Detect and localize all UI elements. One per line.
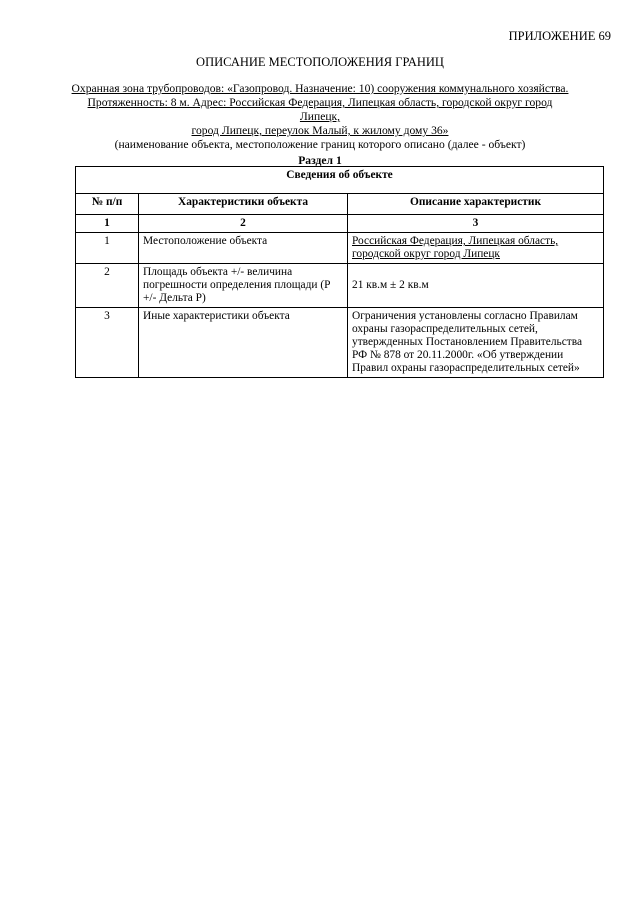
object-note: (наименование объекта, местоположение границ которого описано (далее - объект): [114, 138, 526, 151]
table-header-row: [76, 194, 604, 215]
row-description: Ограничения установлены согласно Правилам охраны газораспределительных сетей, утвержденных Постановлением Правительства РФ № 878 от 20.11.2000г. «Об утверждении Правил охраны газораспределительных сетей»: [348, 308, 604, 378]
column-number-2: 2: [139, 215, 348, 233]
row-characteristic: Иные характеристики объекта: [139, 308, 348, 378]
document-title: ОПИСАНИЕ МЕСТОПОЛОЖЕНИЯ ГРАНИЦ: [196, 55, 444, 69]
row-characteristic: Площадь объекта +/- величина погрешности определения площади (Р +/- Дельта Р): [139, 264, 348, 308]
column-numbers-row: [76, 215, 604, 233]
object-line-3: город Липецк, переулок Малый, к жилому дому 36»: [191, 124, 449, 137]
object-info-table: [75, 166, 604, 378]
row-description: Российская Федерация, Липецкая область, городской округ город Липецк: [348, 233, 604, 264]
row-characteristic: Местоположение объекта: [139, 233, 348, 264]
column-header-description: Описание характеристик: [348, 194, 604, 215]
table-row: [76, 308, 604, 378]
table-caption-row: [76, 167, 604, 194]
table-row: [76, 264, 604, 308]
column-number-3: 3: [348, 215, 604, 233]
appendix-number: ПРИЛОЖЕНИЕ 69: [508, 29, 611, 43]
row-description: 21 кв.м ± 2 кв.м: [348, 264, 604, 308]
table-row: [76, 233, 604, 264]
row-number: 2: [76, 264, 139, 308]
object-description: [70, 82, 570, 152]
column-header-characteristic: Характеристики объекта: [139, 194, 348, 215]
row-number: 1: [76, 233, 139, 264]
row-number: 3: [76, 308, 139, 378]
object-line-1: Охранная зона трубопроводов: «Газопровод. Назначение: 10) сооружения коммунального хозяйства.: [71, 82, 569, 95]
column-number-1: 1: [76, 215, 139, 233]
object-line-2: Протяженность: 8 м. Адрес: Российская Федерация, Липецкая область, городской округ город Липецк,: [87, 96, 553, 123]
table-caption: Сведения об объекте: [76, 167, 604, 194]
section-title: Раздел 1: [298, 154, 342, 167]
column-header-number: № п/п: [76, 194, 139, 215]
